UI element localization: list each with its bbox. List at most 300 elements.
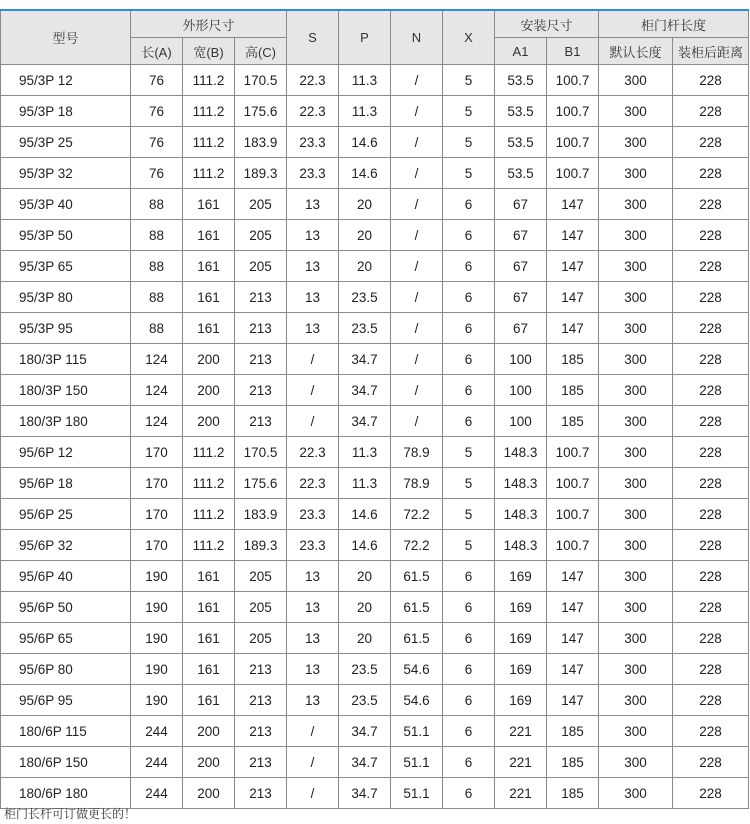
cell-length: 190 (131, 623, 183, 654)
cell-x: 5 (443, 158, 495, 189)
cell-length: 88 (131, 220, 183, 251)
cell-length: 76 (131, 158, 183, 189)
cell-model: 95/3P 65 (1, 251, 131, 282)
cell-s: 22.3 (287, 96, 339, 127)
cell-width: 111.2 (183, 437, 235, 468)
cell-b1: 100.7 (547, 468, 599, 499)
cell-a1: 169 (495, 623, 547, 654)
cell-width: 111.2 (183, 158, 235, 189)
cell-a1: 169 (495, 654, 547, 685)
cell-height: 205 (235, 623, 287, 654)
cell-n: / (391, 158, 443, 189)
cell-width: 161 (183, 654, 235, 685)
header-b1: B1 (547, 38, 599, 65)
cell-p: 34.7 (339, 406, 391, 437)
cell-n: 61.5 (391, 623, 443, 654)
cell-a1: 53.5 (495, 96, 547, 127)
cell-s: 22.3 (287, 65, 339, 96)
cell-after-install: 228 (673, 778, 749, 809)
cell-s: 13 (287, 623, 339, 654)
cell-b1: 185 (547, 716, 599, 747)
table-body (1, 65, 749, 809)
cell-default-length: 300 (599, 282, 673, 313)
header-width: 宽(B) (183, 38, 235, 65)
cell-height: 205 (235, 561, 287, 592)
cell-a1: 100 (495, 344, 547, 375)
header-height: 高(C) (235, 38, 287, 65)
cell-height: 189.3 (235, 158, 287, 189)
header-a1: A1 (495, 38, 547, 65)
cell-x: 6 (443, 375, 495, 406)
cell-b1: 100.7 (547, 96, 599, 127)
cell-x: 5 (443, 96, 495, 127)
cell-x: 6 (443, 282, 495, 313)
cell-after-install: 228 (673, 654, 749, 685)
cell-s: 22.3 (287, 437, 339, 468)
cell-default-length: 300 (599, 685, 673, 716)
table-row (1, 65, 749, 96)
cell-after-install: 228 (673, 375, 749, 406)
cell-n: / (391, 127, 443, 158)
cell-b1: 185 (547, 406, 599, 437)
cell-a1: 169 (495, 685, 547, 716)
cell-x: 5 (443, 127, 495, 158)
cell-s: / (287, 747, 339, 778)
table-row (1, 530, 749, 561)
cell-x: 6 (443, 220, 495, 251)
cell-width: 200 (183, 406, 235, 437)
cell-x: 6 (443, 344, 495, 375)
cell-p: 34.7 (339, 716, 391, 747)
cell-height: 205 (235, 220, 287, 251)
cell-after-install: 228 (673, 437, 749, 468)
cell-width: 161 (183, 189, 235, 220)
cell-model: 95/6P 50 (1, 592, 131, 623)
cell-n: / (391, 406, 443, 437)
cell-a1: 169 (495, 561, 547, 592)
cell-after-install: 228 (673, 468, 749, 499)
cell-height: 213 (235, 685, 287, 716)
cell-default-length: 300 (599, 96, 673, 127)
cell-x: 5 (443, 468, 495, 499)
table-row (1, 189, 749, 220)
cell-length: 124 (131, 344, 183, 375)
table-row (1, 468, 749, 499)
cell-length: 88 (131, 189, 183, 220)
cell-a1: 148.3 (495, 468, 547, 499)
table-row (1, 220, 749, 251)
cell-default-length: 300 (599, 747, 673, 778)
cell-b1: 100.7 (547, 530, 599, 561)
cell-height: 183.9 (235, 127, 287, 158)
cell-model: 95/3P 40 (1, 189, 131, 220)
cell-model: 180/6P 180 (1, 778, 131, 809)
cell-model: 95/3P 95 (1, 313, 131, 344)
cell-a1: 221 (495, 716, 547, 747)
cell-b1: 147 (547, 561, 599, 592)
cell-b1: 100.7 (547, 158, 599, 189)
cell-b1: 147 (547, 623, 599, 654)
cell-s: / (287, 406, 339, 437)
cell-model: 95/3P 18 (1, 96, 131, 127)
cell-height: 183.9 (235, 499, 287, 530)
cell-s: 13 (287, 282, 339, 313)
cell-n: 78.9 (391, 468, 443, 499)
cell-after-install: 228 (673, 623, 749, 654)
table-row (1, 654, 749, 685)
cell-p: 11.3 (339, 96, 391, 127)
cell-x: 5 (443, 530, 495, 561)
table-row (1, 747, 749, 778)
cell-after-install: 228 (673, 499, 749, 530)
cell-after-install: 228 (673, 344, 749, 375)
cell-default-length: 300 (599, 65, 673, 96)
cell-default-length: 300 (599, 344, 673, 375)
cell-p: 20 (339, 189, 391, 220)
cell-n: / (391, 375, 443, 406)
cell-length: 170 (131, 499, 183, 530)
cell-a1: 169 (495, 592, 547, 623)
cell-length: 244 (131, 778, 183, 809)
cell-p: 14.6 (339, 499, 391, 530)
cell-p: 20 (339, 561, 391, 592)
header-after-install: 装柜后距离 (673, 38, 749, 65)
cell-after-install: 228 (673, 189, 749, 220)
cell-x: 6 (443, 561, 495, 592)
cell-s: 22.3 (287, 468, 339, 499)
cell-default-length: 300 (599, 313, 673, 344)
cell-default-length: 300 (599, 437, 673, 468)
cell-n: 54.6 (391, 685, 443, 716)
footnote: 柜门长杆可订做更长的！ (4, 807, 137, 821)
cell-s: 23.3 (287, 158, 339, 189)
cell-width: 111.2 (183, 530, 235, 561)
spec-table (0, 9, 749, 809)
cell-s: / (287, 344, 339, 375)
cell-a1: 148.3 (495, 499, 547, 530)
cell-p: 14.6 (339, 530, 391, 561)
cell-length: 88 (131, 251, 183, 282)
cell-after-install: 228 (673, 251, 749, 282)
cell-width: 200 (183, 778, 235, 809)
cell-length: 124 (131, 406, 183, 437)
cell-height: 213 (235, 313, 287, 344)
cell-default-length: 300 (599, 778, 673, 809)
cell-b1: 100.7 (547, 65, 599, 96)
cell-n: 72.2 (391, 530, 443, 561)
table-row (1, 282, 749, 313)
cell-model: 95/3P 25 (1, 127, 131, 158)
cell-default-length: 300 (599, 468, 673, 499)
cell-height: 170.5 (235, 437, 287, 468)
cell-default-length: 300 (599, 158, 673, 189)
cell-p: 34.7 (339, 375, 391, 406)
cell-model: 180/3P 115 (1, 344, 131, 375)
cell-height: 205 (235, 189, 287, 220)
cell-n: / (391, 251, 443, 282)
cell-n: 61.5 (391, 592, 443, 623)
cell-a1: 67 (495, 313, 547, 344)
cell-p: 34.7 (339, 778, 391, 809)
cell-b1: 147 (547, 592, 599, 623)
cell-p: 20 (339, 592, 391, 623)
cell-length: 88 (131, 282, 183, 313)
cell-default-length: 300 (599, 189, 673, 220)
cell-model: 95/6P 32 (1, 530, 131, 561)
cell-default-length: 300 (599, 499, 673, 530)
table-row (1, 375, 749, 406)
cell-height: 205 (235, 251, 287, 282)
cell-height: 213 (235, 282, 287, 313)
cell-s: 23.3 (287, 499, 339, 530)
table-row (1, 499, 749, 530)
cell-n: / (391, 220, 443, 251)
cell-height: 175.6 (235, 468, 287, 499)
cell-length: 190 (131, 654, 183, 685)
cell-s: / (287, 716, 339, 747)
cell-p: 20 (339, 623, 391, 654)
cell-p: 20 (339, 251, 391, 282)
cell-width: 111.2 (183, 499, 235, 530)
cell-n: 51.1 (391, 778, 443, 809)
cell-b1: 185 (547, 778, 599, 809)
cell-x: 6 (443, 778, 495, 809)
header-dimensions: 外形尺寸 (131, 10, 287, 38)
cell-width: 161 (183, 313, 235, 344)
cell-default-length: 300 (599, 654, 673, 685)
cell-x: 5 (443, 437, 495, 468)
header-install: 安装尺寸 (495, 10, 599, 38)
cell-height: 213 (235, 716, 287, 747)
cell-width: 111.2 (183, 65, 235, 96)
cell-b1: 100.7 (547, 437, 599, 468)
cell-n: 72.2 (391, 499, 443, 530)
header-p: P (339, 10, 391, 65)
cell-length: 170 (131, 468, 183, 499)
cell-model: 95/6P 40 (1, 561, 131, 592)
cell-p: 23.5 (339, 685, 391, 716)
cell-n: 51.1 (391, 716, 443, 747)
cell-n: / (391, 282, 443, 313)
cell-after-install: 228 (673, 282, 749, 313)
cell-model: 95/3P 32 (1, 158, 131, 189)
cell-length: 76 (131, 96, 183, 127)
cell-model: 180/3P 150 (1, 375, 131, 406)
cell-model: 95/6P 18 (1, 468, 131, 499)
cell-default-length: 300 (599, 375, 673, 406)
cell-a1: 53.5 (495, 127, 547, 158)
cell-default-length: 300 (599, 592, 673, 623)
cell-height: 213 (235, 375, 287, 406)
table-row (1, 344, 749, 375)
table-row (1, 623, 749, 654)
table-row (1, 158, 749, 189)
cell-model: 95/6P 12 (1, 437, 131, 468)
cell-x: 6 (443, 189, 495, 220)
cell-p: 11.3 (339, 437, 391, 468)
cell-s: 13 (287, 251, 339, 282)
cell-s: 13 (287, 654, 339, 685)
cell-a1: 148.3 (495, 530, 547, 561)
cell-n: 54.6 (391, 654, 443, 685)
cell-s: 23.3 (287, 530, 339, 561)
cell-length: 244 (131, 716, 183, 747)
cell-x: 6 (443, 685, 495, 716)
cell-after-install: 228 (673, 313, 749, 344)
cell-s: 23.3 (287, 127, 339, 158)
cell-s: 13 (287, 685, 339, 716)
cell-model: 180/6P 150 (1, 747, 131, 778)
cell-width: 161 (183, 592, 235, 623)
cell-default-length: 300 (599, 406, 673, 437)
cell-width: 200 (183, 747, 235, 778)
cell-b1: 147 (547, 654, 599, 685)
table-row (1, 561, 749, 592)
cell-b1: 185 (547, 747, 599, 778)
cell-default-length: 300 (599, 716, 673, 747)
cell-width: 111.2 (183, 468, 235, 499)
cell-a1: 67 (495, 282, 547, 313)
cell-p: 11.3 (339, 65, 391, 96)
cell-a1: 221 (495, 747, 547, 778)
cell-x: 6 (443, 747, 495, 778)
cell-model: 95/3P 12 (1, 65, 131, 96)
cell-s: / (287, 375, 339, 406)
header-row-1 (1, 10, 749, 38)
cell-b1: 147 (547, 282, 599, 313)
table-row (1, 96, 749, 127)
cell-s: 13 (287, 220, 339, 251)
cell-p: 34.7 (339, 344, 391, 375)
cell-n: 78.9 (391, 437, 443, 468)
cell-a1: 221 (495, 778, 547, 809)
cell-model: 95/6P 25 (1, 499, 131, 530)
cell-model: 95/3P 80 (1, 282, 131, 313)
table-row (1, 592, 749, 623)
table-row (1, 685, 749, 716)
cell-default-length: 300 (599, 623, 673, 654)
cell-width: 111.2 (183, 96, 235, 127)
cell-n: / (391, 344, 443, 375)
cell-model: 95/6P 80 (1, 654, 131, 685)
cell-default-length: 300 (599, 530, 673, 561)
cell-x: 6 (443, 716, 495, 747)
cell-p: 11.3 (339, 468, 391, 499)
cell-x: 6 (443, 592, 495, 623)
cell-p: 23.5 (339, 654, 391, 685)
header-x: X (443, 10, 495, 65)
cell-length: 190 (131, 561, 183, 592)
cell-after-install: 228 (673, 158, 749, 189)
cell-p: 14.6 (339, 158, 391, 189)
cell-after-install: 228 (673, 530, 749, 561)
cell-a1: 100 (495, 375, 547, 406)
table-row (1, 437, 749, 468)
cell-default-length: 300 (599, 561, 673, 592)
cell-x: 5 (443, 499, 495, 530)
cell-b1: 147 (547, 313, 599, 344)
header-n: N (391, 10, 443, 65)
cell-p: 23.5 (339, 313, 391, 344)
cell-height: 170.5 (235, 65, 287, 96)
cell-after-install: 228 (673, 716, 749, 747)
header-default-length: 默认长度 (599, 38, 673, 65)
header-rod-length: 柜门杆长度 (599, 10, 749, 38)
cell-after-install: 228 (673, 747, 749, 778)
cell-length: 170 (131, 530, 183, 561)
cell-width: 161 (183, 251, 235, 282)
cell-n: / (391, 189, 443, 220)
cell-n: 61.5 (391, 561, 443, 592)
cell-height: 213 (235, 406, 287, 437)
cell-a1: 67 (495, 189, 547, 220)
cell-b1: 100.7 (547, 127, 599, 158)
cell-width: 161 (183, 561, 235, 592)
cell-s: 13 (287, 313, 339, 344)
cell-length: 170 (131, 437, 183, 468)
cell-x: 6 (443, 623, 495, 654)
cell-model: 95/3P 50 (1, 220, 131, 251)
cell-x: 6 (443, 313, 495, 344)
cell-p: 23.5 (339, 282, 391, 313)
cell-s: 13 (287, 561, 339, 592)
cell-model: 95/6P 95 (1, 685, 131, 716)
cell-default-length: 300 (599, 251, 673, 282)
cell-width: 161 (183, 282, 235, 313)
cell-length: 124 (131, 375, 183, 406)
cell-model: 95/6P 65 (1, 623, 131, 654)
cell-p: 20 (339, 220, 391, 251)
cell-a1: 53.5 (495, 158, 547, 189)
cell-default-length: 300 (599, 127, 673, 158)
cell-width: 161 (183, 685, 235, 716)
cell-p: 34.7 (339, 747, 391, 778)
cell-x: 6 (443, 654, 495, 685)
table-header (1, 10, 749, 65)
cell-n: / (391, 96, 443, 127)
table-row (1, 313, 749, 344)
cell-s: 13 (287, 592, 339, 623)
cell-s: / (287, 778, 339, 809)
cell-a1: 53.5 (495, 65, 547, 96)
cell-width: 200 (183, 375, 235, 406)
cell-n: / (391, 65, 443, 96)
cell-length: 244 (131, 747, 183, 778)
cell-b1: 147 (547, 251, 599, 282)
cell-length: 76 (131, 127, 183, 158)
cell-s: 13 (287, 189, 339, 220)
table-row (1, 716, 749, 747)
cell-width: 111.2 (183, 127, 235, 158)
cell-after-install: 228 (673, 406, 749, 437)
cell-a1: 67 (495, 251, 547, 282)
cell-after-install: 228 (673, 96, 749, 127)
header-length: 长(A) (131, 38, 183, 65)
cell-length: 190 (131, 592, 183, 623)
cell-model: 180/3P 180 (1, 406, 131, 437)
cell-height: 213 (235, 654, 287, 685)
cell-b1: 147 (547, 685, 599, 716)
cell-height: 189.3 (235, 530, 287, 561)
cell-after-install: 228 (673, 561, 749, 592)
cell-x: 5 (443, 65, 495, 96)
cell-a1: 67 (495, 220, 547, 251)
cell-b1: 100.7 (547, 499, 599, 530)
cell-a1: 100 (495, 406, 547, 437)
cell-x: 6 (443, 251, 495, 282)
cell-after-install: 228 (673, 685, 749, 716)
cell-model: 180/6P 115 (1, 716, 131, 747)
